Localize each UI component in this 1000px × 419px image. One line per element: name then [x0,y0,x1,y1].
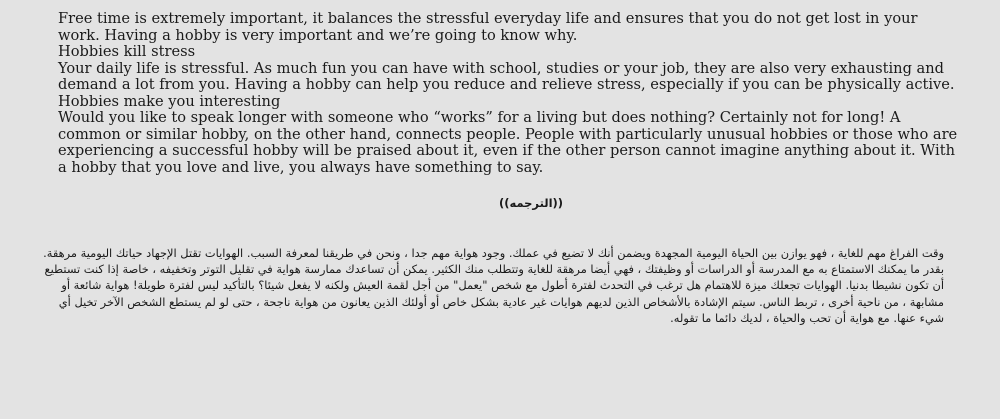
interesting-paragraph: Would you like to speak longer with someone who “works” for a living but does nothing? Certainly not for long! A common or similar hobby, on the other hand, connects people. People with particularly unusual hobbies or those who are experiencing a successful hobby will be praised about it, even if the other person cannot imagine anything about it. With a hobby that you love and live, you always have something to say. [58,109,958,176]
intro-paragraph: Free time is extremely important, it balances the stressful everyday life and ensures that you do not get lost in your work. Having a hobby is very important and we’re going to know why. [58,10,918,44]
translation-heading: ((الترجمه)) [498,196,564,210]
section-heading-interesting: Hobbies make you interesting [58,92,281,110]
arabic-paragraph: وقت الفراغ مهم للغاية ، فهو يوازن بين الحياة اليومية المجهدة ويضمن أنك لا تضيع في عملك. وجود هواية مهم جدا ، ونحن في طريقنا لمعرفة السبب. الهوايات تقتل الإجهاد حياتك اليومية مرهقة. بقدر ما يمكنك الاستمتاع به مع المدرسة أو الدراسات أو وظيفتك ، فهي أيضا مرهقة للغاية وتتطلب منك الكثير. يمكن أن تساعدك ممارسة هواية في تقليل التوتر وتخفيفه ، خاصة إذا كنت تستطيع أن تكون نشيطا بدنيا. الهوايات تجعلك ميزة للاهتمام هل ترغب في التحدث لفترة أطول مع شخص "يعمل" من أجل لقمة العيش ولكنه لا يفعل شيئا؟ بالتأكيد ليس لفترة طويلة! هواية شائعة أو مشابهة ، من ناحية أخرى ، تربط الناس. سيتم الإشادة بالأشخاص الذين لديهم هوايات غير عادية بشكل خاص أو أولئك الذين يعانون من هواية ناجحة ، حتى لو لم يستطع الشخص الآخر تخيل أي شيء عنها. مع هواية أن تحب والحياة ، لديك دائما ما تقوله. [43,246,944,325]
stress-paragraph: Your daily life is stressful. As much fun you can have with school, studies or your job, they are also very exhausting and demand a lot from you. Having a hobby can help you reduce and relieve stress, especially if you can be physically active. [58,59,955,93]
english-article [58,11,958,176]
arabic-translation [40,245,944,326]
section-heading-stress: Hobbies kill stress [58,43,196,60]
